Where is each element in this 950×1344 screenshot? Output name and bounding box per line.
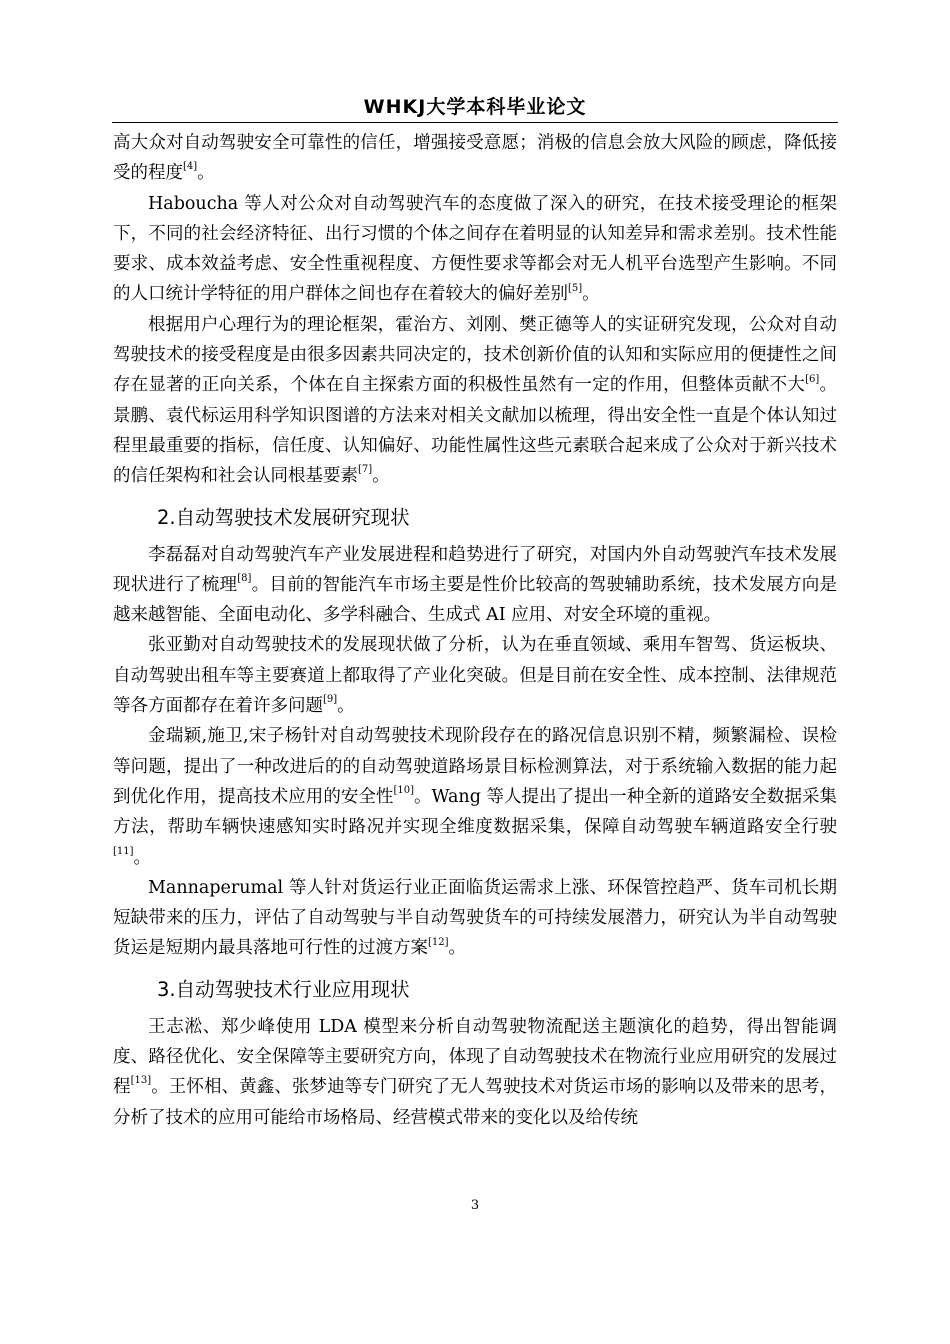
paragraph: 张亚勤对自动驾驶技术的发展现状做了分析，认为在垂直领域、乘用车智驾、货运板块、自动驾驶出租车等主要赛道上都取得了产业化突破。但是目前在安全性、成本控制、法律规范等各方面都存在着许多问题[9]。	[113, 635, 837, 717]
paragraph: 金瑞颖,施卫,宋子杨针对自动驾驶技术现阶段存在的路况信息识别不精，频繁漏检、误检等问题，提出了一种改进后的的自动驾驶道路场景目标检测算法，对于系统输入数据的能力起到优化作用，提高技术应用的安全性[10]。Wang 等人提出了提出一种全新的道路安全数据采集方法，帮助车辆快速感知实时路况并实现全维度数据采集，保障自动驾驶车辆道路安全行驶[11]。	[113, 726, 837, 868]
section-heading: 3.自动驾驶技术行业应用现状	[157, 977, 410, 1001]
section-heading: 2.自动驾驶技术发展研究现状	[157, 505, 410, 529]
citation: [5]	[568, 282, 583, 294]
citation: [7]	[358, 464, 373, 476]
paragraph: 王志淞、郑少峰使用 LDA 模型来分析自动驾驶物流配送主题演化的趋势，得出智能调度、路径优化、安全保障等主要研究方向，体现了自动驾驶技术在物流行业应用研究的发展过程[13]。王怀相、黄鑫、张梦迪等专门研究了无人驾驶技术对货运市场的影响以及带来的思考，分析了技术的应用可能给市场格局、经营模式带来的变化以及给传统	[113, 1016, 838, 1128]
citation: [11]	[113, 845, 134, 857]
paragraph: 高大众对自动驾驶安全可靠性的信任，增强接受意愿；消极的信息会放大风险的顾虑，降低接受的程度[4]。	[113, 133, 837, 184]
header-rule	[112, 122, 838, 123]
body-text	[113, 128, 837, 1133]
citation: [10]	[393, 785, 414, 797]
citation: [6]	[805, 373, 820, 385]
page-number: 3	[470, 1198, 480, 1213]
citation: [13]	[130, 1075, 152, 1087]
paragraph: Mannaperumal 等人针对货运行业正面临货运需求上涨、环保管控趋严、货车司机长期短缺带来的压力，评估了自动驾驶与半自动驾驶货车的可持续发展潜力，研究认为半自动驾驶货运是短期内最具落地可行性的过渡方案[12]。	[113, 877, 837, 959]
citation: [8]	[237, 573, 252, 585]
paragraph: 李磊磊对自动驾驶汽车产业发展进程和趋势进行了研究，对国内外自动驾驶汽车技术发展现状进行了梳理[8]。目前的智能汽车市场主要是性价比较高的驾驶辅助系统，技术发展方向是越来越智能、全面电动化、多学科融合、生成式 AI 应用、对安全环境的重视。	[113, 544, 838, 626]
paragraph: 根据用户心理行为的理论框架，霍治方、刘刚、樊正德等人的实证研究发现，公众对自动驾驶技术的接受程度是由很多因素共同决定的，技术创新价值的认知和实际应用的便捷性之间存在显著的正向关系，个体在自主探索方面的积极性虽然有一定的作用，但整体贡献不大[6]。景鹏、袁代标运用科学知识图谱的方法来对相关文献加以梳理，得出安全性一直是个体认知过程里最重要的指标，信任度、认知偏好、功能性属性这些元素联合起来成了公众对于新兴技术的信任架构和社会认同根基要素[7]。	[113, 314, 838, 487]
paragraph: Haboucha 等人对公众对自动驾驶汽车的态度做了深入的研究，在技术接受理论的框架下，不同的社会经济特征、出行习惯的个体之间存在着明显的认知差异和需求差别。技术性能要求、成本效益考虑、安全性重视程度、方便性要求等都会对无人机平台选型产生影响。不同的人口统计学特征的用户群体之间也存在着较大的偏好差别[5]。	[113, 193, 837, 305]
citation: [4]	[183, 161, 198, 173]
citation: [12]	[428, 936, 449, 948]
citation: [9]	[323, 694, 338, 706]
page-header: WHKJ大学本科毕业论文	[363, 96, 587, 118]
